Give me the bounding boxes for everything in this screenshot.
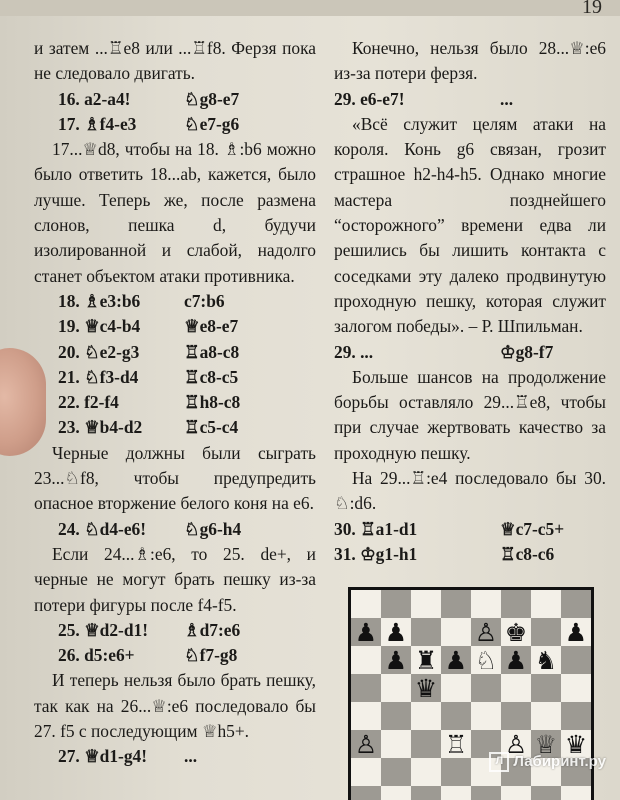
black-move: ♖c8-c5 bbox=[184, 366, 239, 387]
black-move: ... bbox=[500, 88, 514, 109]
board-square bbox=[351, 646, 381, 674]
chess-piece-c5: ♛ bbox=[414, 674, 438, 703]
chess-piece-g3: ♕ bbox=[534, 730, 558, 759]
board-square bbox=[531, 702, 561, 730]
board-square bbox=[351, 590, 381, 618]
white-move: 26. d5:e6+ bbox=[58, 645, 135, 666]
chess-piece-h7: ♟ bbox=[564, 618, 588, 647]
move-row bbox=[34, 112, 316, 137]
black-move: ♔g8-f7 bbox=[500, 341, 554, 362]
board-square bbox=[441, 590, 471, 618]
black-move: ... bbox=[184, 746, 198, 767]
board-square bbox=[411, 730, 441, 758]
white-move: 29. ... bbox=[334, 341, 374, 362]
board-square bbox=[381, 702, 411, 730]
chess-piece-h3: ♛ bbox=[564, 730, 588, 759]
board-square bbox=[411, 758, 441, 786]
chess-piece-e6: ♘ bbox=[474, 646, 498, 675]
board-square bbox=[531, 674, 561, 702]
move-row bbox=[34, 314, 316, 339]
commentary-paragraph: 17...♕d8, чтобы на 18. ♗:b6 можно было ответить 18...ab, кажется, было лучше. Теперь же, после размена слонов, пешка d, будучи изолированной и слабой, надолго станет объектом атаки противника. bbox=[34, 139, 316, 286]
black-move: ♘g6-h4 bbox=[184, 518, 242, 539]
white-move: 27. ♕d1-g4! bbox=[58, 746, 148, 767]
commentary-paragraph: И теперь нельзя было брать пешку, так как на 26...♕:e6 последовало бы 27. f5 с последующим ♕h5+. bbox=[34, 670, 316, 742]
move-row bbox=[34, 643, 316, 668]
white-move: 21. ♘f3-d4 bbox=[58, 366, 139, 387]
white-move: 19. ♕c4-b4 bbox=[58, 316, 141, 337]
labirint-logo-icon: Л bbox=[489, 752, 509, 772]
white-move: 31. ♔g1-h1 bbox=[334, 543, 418, 564]
board-square bbox=[441, 786, 471, 800]
white-move: 18. ♗e3:b6 bbox=[58, 290, 141, 311]
watermark-text: Лабиринт.ру bbox=[513, 752, 606, 770]
move-row bbox=[34, 744, 316, 769]
board-square bbox=[471, 702, 501, 730]
board-square bbox=[561, 702, 591, 730]
board-square bbox=[561, 646, 591, 674]
chess-piece-d3: ♖ bbox=[444, 730, 468, 759]
board-square bbox=[471, 786, 501, 800]
chess-piece-g6: ♞ bbox=[534, 646, 558, 675]
board-square bbox=[411, 618, 441, 646]
black-move: ♖h8-c8 bbox=[184, 392, 241, 413]
white-move: 25. ♕d2-d1! bbox=[58, 619, 148, 640]
black-move: ♖c8-c6 bbox=[500, 543, 555, 564]
chess-piece-d6: ♟ bbox=[444, 646, 468, 675]
board-square bbox=[561, 786, 591, 800]
move-row bbox=[334, 87, 606, 112]
page-header-strip bbox=[0, 0, 620, 16]
board-square bbox=[351, 702, 381, 730]
chess-piece-b6: ♟ bbox=[384, 646, 408, 675]
white-move: 20. ♘e2-g3 bbox=[58, 341, 140, 362]
commentary-paragraph: Больше шансов на продолжение борьбы оставляло 29...♖e8, чтобы при случае жертвовать качество за проходную пешку. bbox=[334, 366, 606, 463]
white-move: 23. ♕b4-d2 bbox=[58, 417, 143, 438]
black-move: ♗d7:e6 bbox=[184, 619, 241, 640]
commentary-paragraph: Конечно, нельзя было 28...♕:e6 из-за потери ферзя. bbox=[334, 38, 606, 84]
black-move: ♘g8-e7 bbox=[184, 88, 240, 109]
chess-piece-b7: ♟ bbox=[384, 618, 408, 647]
board-square bbox=[411, 702, 441, 730]
move-row bbox=[334, 340, 606, 365]
chess-piece-e7: ♙ bbox=[474, 618, 498, 647]
board-square bbox=[351, 674, 381, 702]
black-move: ♕e8-e7 bbox=[184, 316, 239, 337]
board-square bbox=[411, 590, 441, 618]
board-square bbox=[381, 674, 411, 702]
board-square bbox=[381, 786, 411, 800]
board-square bbox=[501, 786, 531, 800]
move-row bbox=[34, 289, 316, 314]
commentary-paragraph: Если 24...♗:e6, то 25. de+, и черные не могут брать пешку из-за потери фигуры после f4-f5. bbox=[34, 543, 316, 615]
board-square bbox=[351, 786, 381, 800]
black-move: ♘f7-g8 bbox=[184, 645, 238, 666]
move-row bbox=[334, 517, 606, 542]
right-column bbox=[334, 36, 606, 567]
chess-piece-f7: ♚ bbox=[504, 618, 528, 647]
board-square bbox=[441, 674, 471, 702]
commentary-paragraph: «Всё служит целям атаки на короля. Конь g6 связан, грозит страшное h2-h4-h5. Однако многие мастера позднейшего “осторожного” времени едва ли решились бы лишить контакта с соседками эту далеко продвинутую проходную пешку, которая служит залогом победы». – Р. Шпильман. bbox=[334, 113, 606, 337]
move-row bbox=[34, 340, 316, 365]
white-move: 16. a2-a4! bbox=[58, 88, 131, 109]
board-square bbox=[411, 786, 441, 800]
board-square bbox=[501, 590, 531, 618]
move-row bbox=[34, 390, 316, 415]
board-square bbox=[381, 758, 411, 786]
commentary-paragraph: Черные должны были сыграть 23...♘f8, чтобы предупредить опасное вторжение белого коня на e6. bbox=[34, 442, 316, 514]
black-move: ♖c5-c4 bbox=[184, 417, 239, 438]
board-square bbox=[441, 702, 471, 730]
white-move: 24. ♘d4-e6! bbox=[58, 518, 147, 539]
board-square bbox=[441, 758, 471, 786]
commentary-paragraph: и затем ...♖e8 или ...♖f8. Ферзя пока не следовало двигать. bbox=[34, 38, 316, 84]
board-square bbox=[381, 730, 411, 758]
page-number: 19 bbox=[582, 0, 602, 18]
board-square bbox=[561, 590, 591, 618]
move-row bbox=[34, 87, 316, 112]
chess-piece-a7: ♟ bbox=[354, 618, 378, 647]
white-move: 17. ♗f4-e3 bbox=[58, 113, 137, 134]
board-square bbox=[531, 590, 561, 618]
black-move: c7:b6 bbox=[184, 290, 225, 311]
board-square bbox=[531, 786, 561, 800]
chess-piece-f3: ♙ bbox=[504, 730, 528, 759]
watermark bbox=[489, 752, 606, 772]
white-move: 30. ♖a1-d1 bbox=[334, 518, 418, 539]
white-move: 22. f2-f4 bbox=[58, 392, 119, 413]
board-square bbox=[531, 618, 561, 646]
chess-piece-c6: ♜ bbox=[414, 646, 438, 675]
commentary-paragraph: На 29...♖:e4 последовало бы 30. ♘:d6. bbox=[334, 468, 606, 514]
black-move: ♘e7-g6 bbox=[184, 113, 240, 134]
finger-photo-artifact bbox=[0, 348, 46, 456]
white-move: 29. e6-e7! bbox=[334, 88, 405, 109]
move-row bbox=[34, 517, 316, 542]
board-square bbox=[441, 618, 471, 646]
move-row bbox=[34, 618, 316, 643]
move-row bbox=[334, 542, 606, 567]
chess-piece-a3: ♙ bbox=[354, 730, 378, 759]
board-square bbox=[501, 702, 531, 730]
move-row bbox=[34, 415, 316, 440]
black-move: ♖a8-c8 bbox=[184, 341, 240, 362]
move-row bbox=[34, 365, 316, 390]
chess-piece-f6: ♟ bbox=[504, 646, 528, 675]
left-column bbox=[34, 36, 316, 770]
black-move: ♕c7-c5+ bbox=[500, 518, 565, 539]
board-square bbox=[501, 674, 531, 702]
board-square bbox=[381, 590, 411, 618]
board-square bbox=[561, 674, 591, 702]
board-square bbox=[471, 674, 501, 702]
board-square bbox=[351, 758, 381, 786]
board-square bbox=[471, 590, 501, 618]
